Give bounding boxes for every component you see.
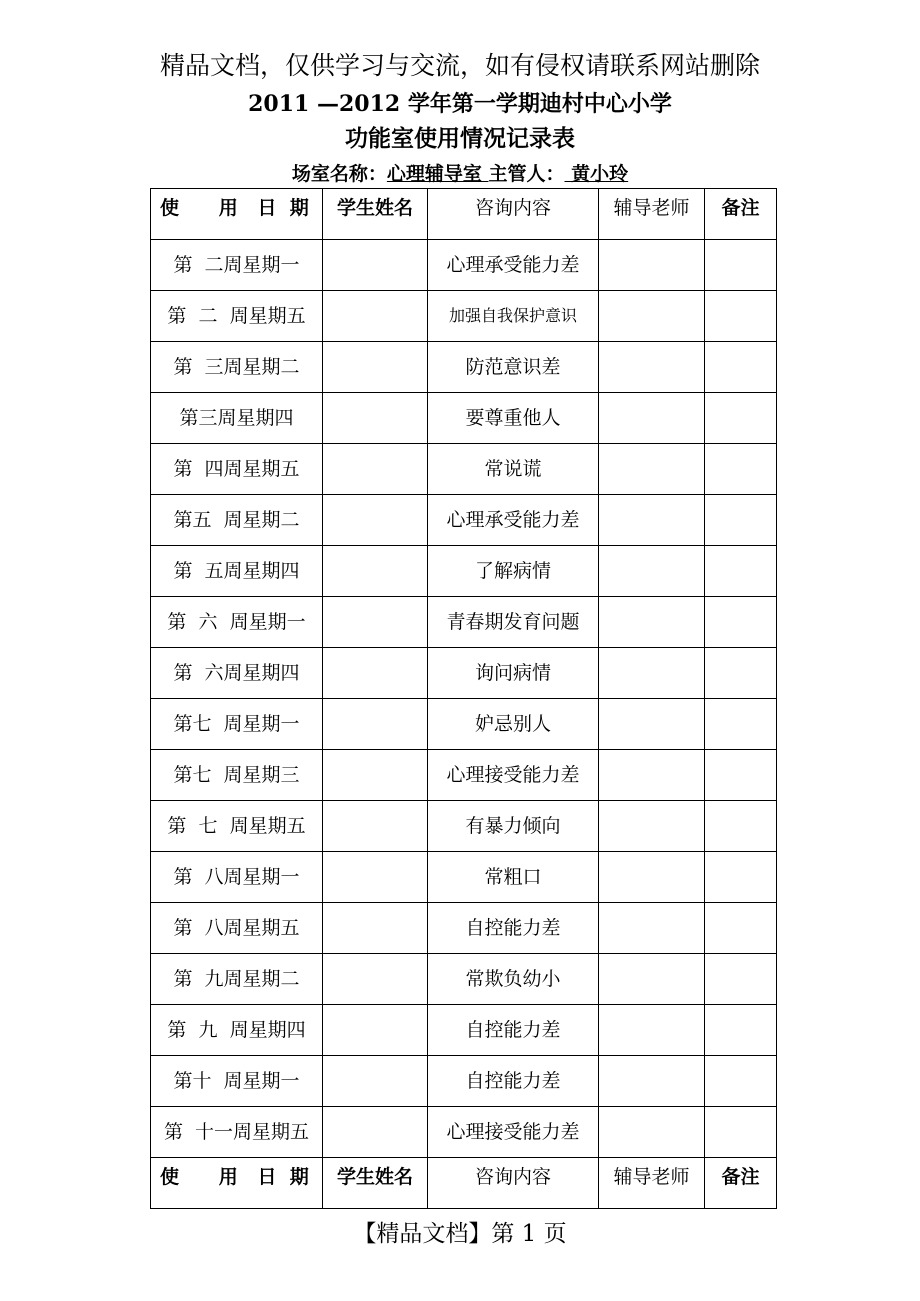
table-row xyxy=(151,903,777,954)
cell-student xyxy=(323,495,428,546)
table-row xyxy=(151,342,777,393)
column-header-teacher: 辅导老师 xyxy=(599,189,705,240)
cell-content: 常说谎 xyxy=(428,444,599,495)
page-footer: 【精品文档】第 1 页 xyxy=(353,1221,567,1247)
cell-date: 第 十一周星期五 xyxy=(151,1107,323,1158)
cell-date: 第三周星期四 xyxy=(151,393,323,444)
cell-student xyxy=(323,1107,428,1158)
table-row xyxy=(151,801,777,852)
table-row xyxy=(151,1107,777,1158)
document-title: 功能室使用情况记录表 xyxy=(345,125,575,152)
room-label: 场室名称： xyxy=(291,163,387,185)
column-header-date: 使 用 日 期 xyxy=(151,189,323,240)
cell-date: 第 六 周星期一 xyxy=(151,597,323,648)
column-header-note: 备注 xyxy=(705,1158,777,1209)
column-header-student: 学生姓名 xyxy=(323,189,428,240)
cell-date: 第 四周星期五 xyxy=(151,444,323,495)
cell-student xyxy=(323,342,428,393)
cell-content: 心理承受能力差 xyxy=(428,495,599,546)
cell-student xyxy=(323,546,428,597)
watermark-text: 精品文档，仅供学习与交流，如有侵权请联系网站删除 xyxy=(159,51,760,80)
cell-content: 心理接受能力差 xyxy=(428,1107,599,1158)
table-header-row xyxy=(151,189,777,240)
cell-date: 第七 周星期一 xyxy=(151,699,323,750)
table-row xyxy=(151,240,777,291)
cell-note xyxy=(705,546,777,597)
cell-date: 第 七 周星期五 xyxy=(151,801,323,852)
cell-teacher xyxy=(599,852,705,903)
column-header-teacher: 辅导老师 xyxy=(599,1158,705,1209)
cell-student xyxy=(323,1005,428,1056)
cell-student xyxy=(323,903,428,954)
cell-date: 第 八周星期一 xyxy=(151,852,323,903)
cell-student xyxy=(323,801,428,852)
cell-note xyxy=(705,1005,777,1056)
cell-content: 要尊重他人 xyxy=(428,393,599,444)
cell-date: 第十 周星期一 xyxy=(151,1056,323,1107)
column-header-content: 咨询内容 xyxy=(428,1158,599,1209)
cell-content: 青春期发育问题 xyxy=(428,597,599,648)
table-row xyxy=(151,852,777,903)
cell-note xyxy=(705,1056,777,1107)
cell-teacher xyxy=(599,1107,705,1158)
cell-date: 第五 周星期二 xyxy=(151,495,323,546)
cell-teacher xyxy=(599,699,705,750)
cell-note xyxy=(705,954,777,1005)
cell-teacher xyxy=(599,546,705,597)
cell-date: 第 五周星期四 xyxy=(151,546,323,597)
usage-record-table xyxy=(150,188,777,1209)
cell-student xyxy=(323,1056,428,1107)
cell-content: 加强自我保护意识 xyxy=(428,291,599,342)
cell-date: 第 八周星期五 xyxy=(151,903,323,954)
cell-content: 有暴力倾向 xyxy=(428,801,599,852)
cell-teacher xyxy=(599,954,705,1005)
cell-date: 第 九 周星期四 xyxy=(151,1005,323,1056)
cell-content: 常粗口 xyxy=(428,852,599,903)
cell-teacher xyxy=(599,291,705,342)
cell-student xyxy=(323,444,428,495)
cell-teacher xyxy=(599,1005,705,1056)
cell-teacher xyxy=(599,801,705,852)
manager-label: 主管人： xyxy=(488,163,565,185)
cell-content: 自控能力差 xyxy=(428,1005,599,1056)
cell-content: 自控能力差 xyxy=(428,1056,599,1107)
cell-content: 妒忌别人 xyxy=(428,699,599,750)
cell-student xyxy=(323,852,428,903)
cell-content: 防范意识差 xyxy=(428,342,599,393)
cell-note xyxy=(705,750,777,801)
table-body xyxy=(151,189,777,1209)
cell-teacher xyxy=(599,342,705,393)
cell-note xyxy=(705,495,777,546)
cell-teacher xyxy=(599,495,705,546)
cell-note xyxy=(705,393,777,444)
manager-value: 黄小玲 xyxy=(564,163,629,185)
table-row xyxy=(151,1005,777,1056)
table-row xyxy=(151,393,777,444)
column-header-student: 学生姓名 xyxy=(323,1158,428,1209)
cell-teacher xyxy=(599,1056,705,1107)
table-row xyxy=(151,444,777,495)
cell-teacher xyxy=(599,597,705,648)
cell-teacher xyxy=(599,393,705,444)
table-row xyxy=(151,546,777,597)
column-header-note: 备注 xyxy=(705,189,777,240)
cell-note xyxy=(705,342,777,393)
cell-teacher xyxy=(599,240,705,291)
cell-teacher xyxy=(599,648,705,699)
cell-content: 自控能力差 xyxy=(428,903,599,954)
cell-note xyxy=(705,597,777,648)
cell-content: 心理承受能力差 xyxy=(428,240,599,291)
cell-note xyxy=(705,1107,777,1158)
cell-student xyxy=(323,954,428,1005)
cell-teacher xyxy=(599,750,705,801)
document-title-year: 2011 —2012 学年第一学期迪村中心小学 xyxy=(248,91,672,117)
cell-note xyxy=(705,852,777,903)
cell-content: 了解病情 xyxy=(428,546,599,597)
cell-content: 询问病情 xyxy=(428,648,599,699)
column-header-date: 使 用 日 期 xyxy=(151,1158,323,1209)
cell-date: 第 二 周星期五 xyxy=(151,291,323,342)
cell-student xyxy=(323,597,428,648)
cell-date: 第 三周星期二 xyxy=(151,342,323,393)
cell-date: 第 二周星期一 xyxy=(151,240,323,291)
cell-note xyxy=(705,699,777,750)
room-info-line xyxy=(0,161,920,187)
cell-note xyxy=(705,903,777,954)
cell-date: 第 九周星期二 xyxy=(151,954,323,1005)
cell-student xyxy=(323,393,428,444)
cell-student xyxy=(323,648,428,699)
table-row xyxy=(151,750,777,801)
cell-student xyxy=(323,291,428,342)
cell-note xyxy=(705,240,777,291)
table-row xyxy=(151,1056,777,1107)
table-row xyxy=(151,495,777,546)
cell-content: 常欺负幼小 xyxy=(428,954,599,1005)
table-header-row-repeat xyxy=(151,1158,777,1209)
table-row xyxy=(151,597,777,648)
cell-note xyxy=(705,801,777,852)
cell-student xyxy=(323,750,428,801)
table-row xyxy=(151,648,777,699)
column-header-content: 咨询内容 xyxy=(428,189,599,240)
cell-student xyxy=(323,699,428,750)
cell-student xyxy=(323,240,428,291)
cell-teacher xyxy=(599,903,705,954)
table-row xyxy=(151,954,777,1005)
cell-note xyxy=(705,648,777,699)
room-value: 心理辅导室 xyxy=(386,163,489,185)
cell-teacher xyxy=(599,444,705,495)
cell-date: 第 六周星期四 xyxy=(151,648,323,699)
cell-note xyxy=(705,291,777,342)
cell-content: 心理接受能力差 xyxy=(428,750,599,801)
table-row xyxy=(151,291,777,342)
table-row xyxy=(151,699,777,750)
cell-date: 第七 周星期三 xyxy=(151,750,323,801)
cell-note xyxy=(705,444,777,495)
